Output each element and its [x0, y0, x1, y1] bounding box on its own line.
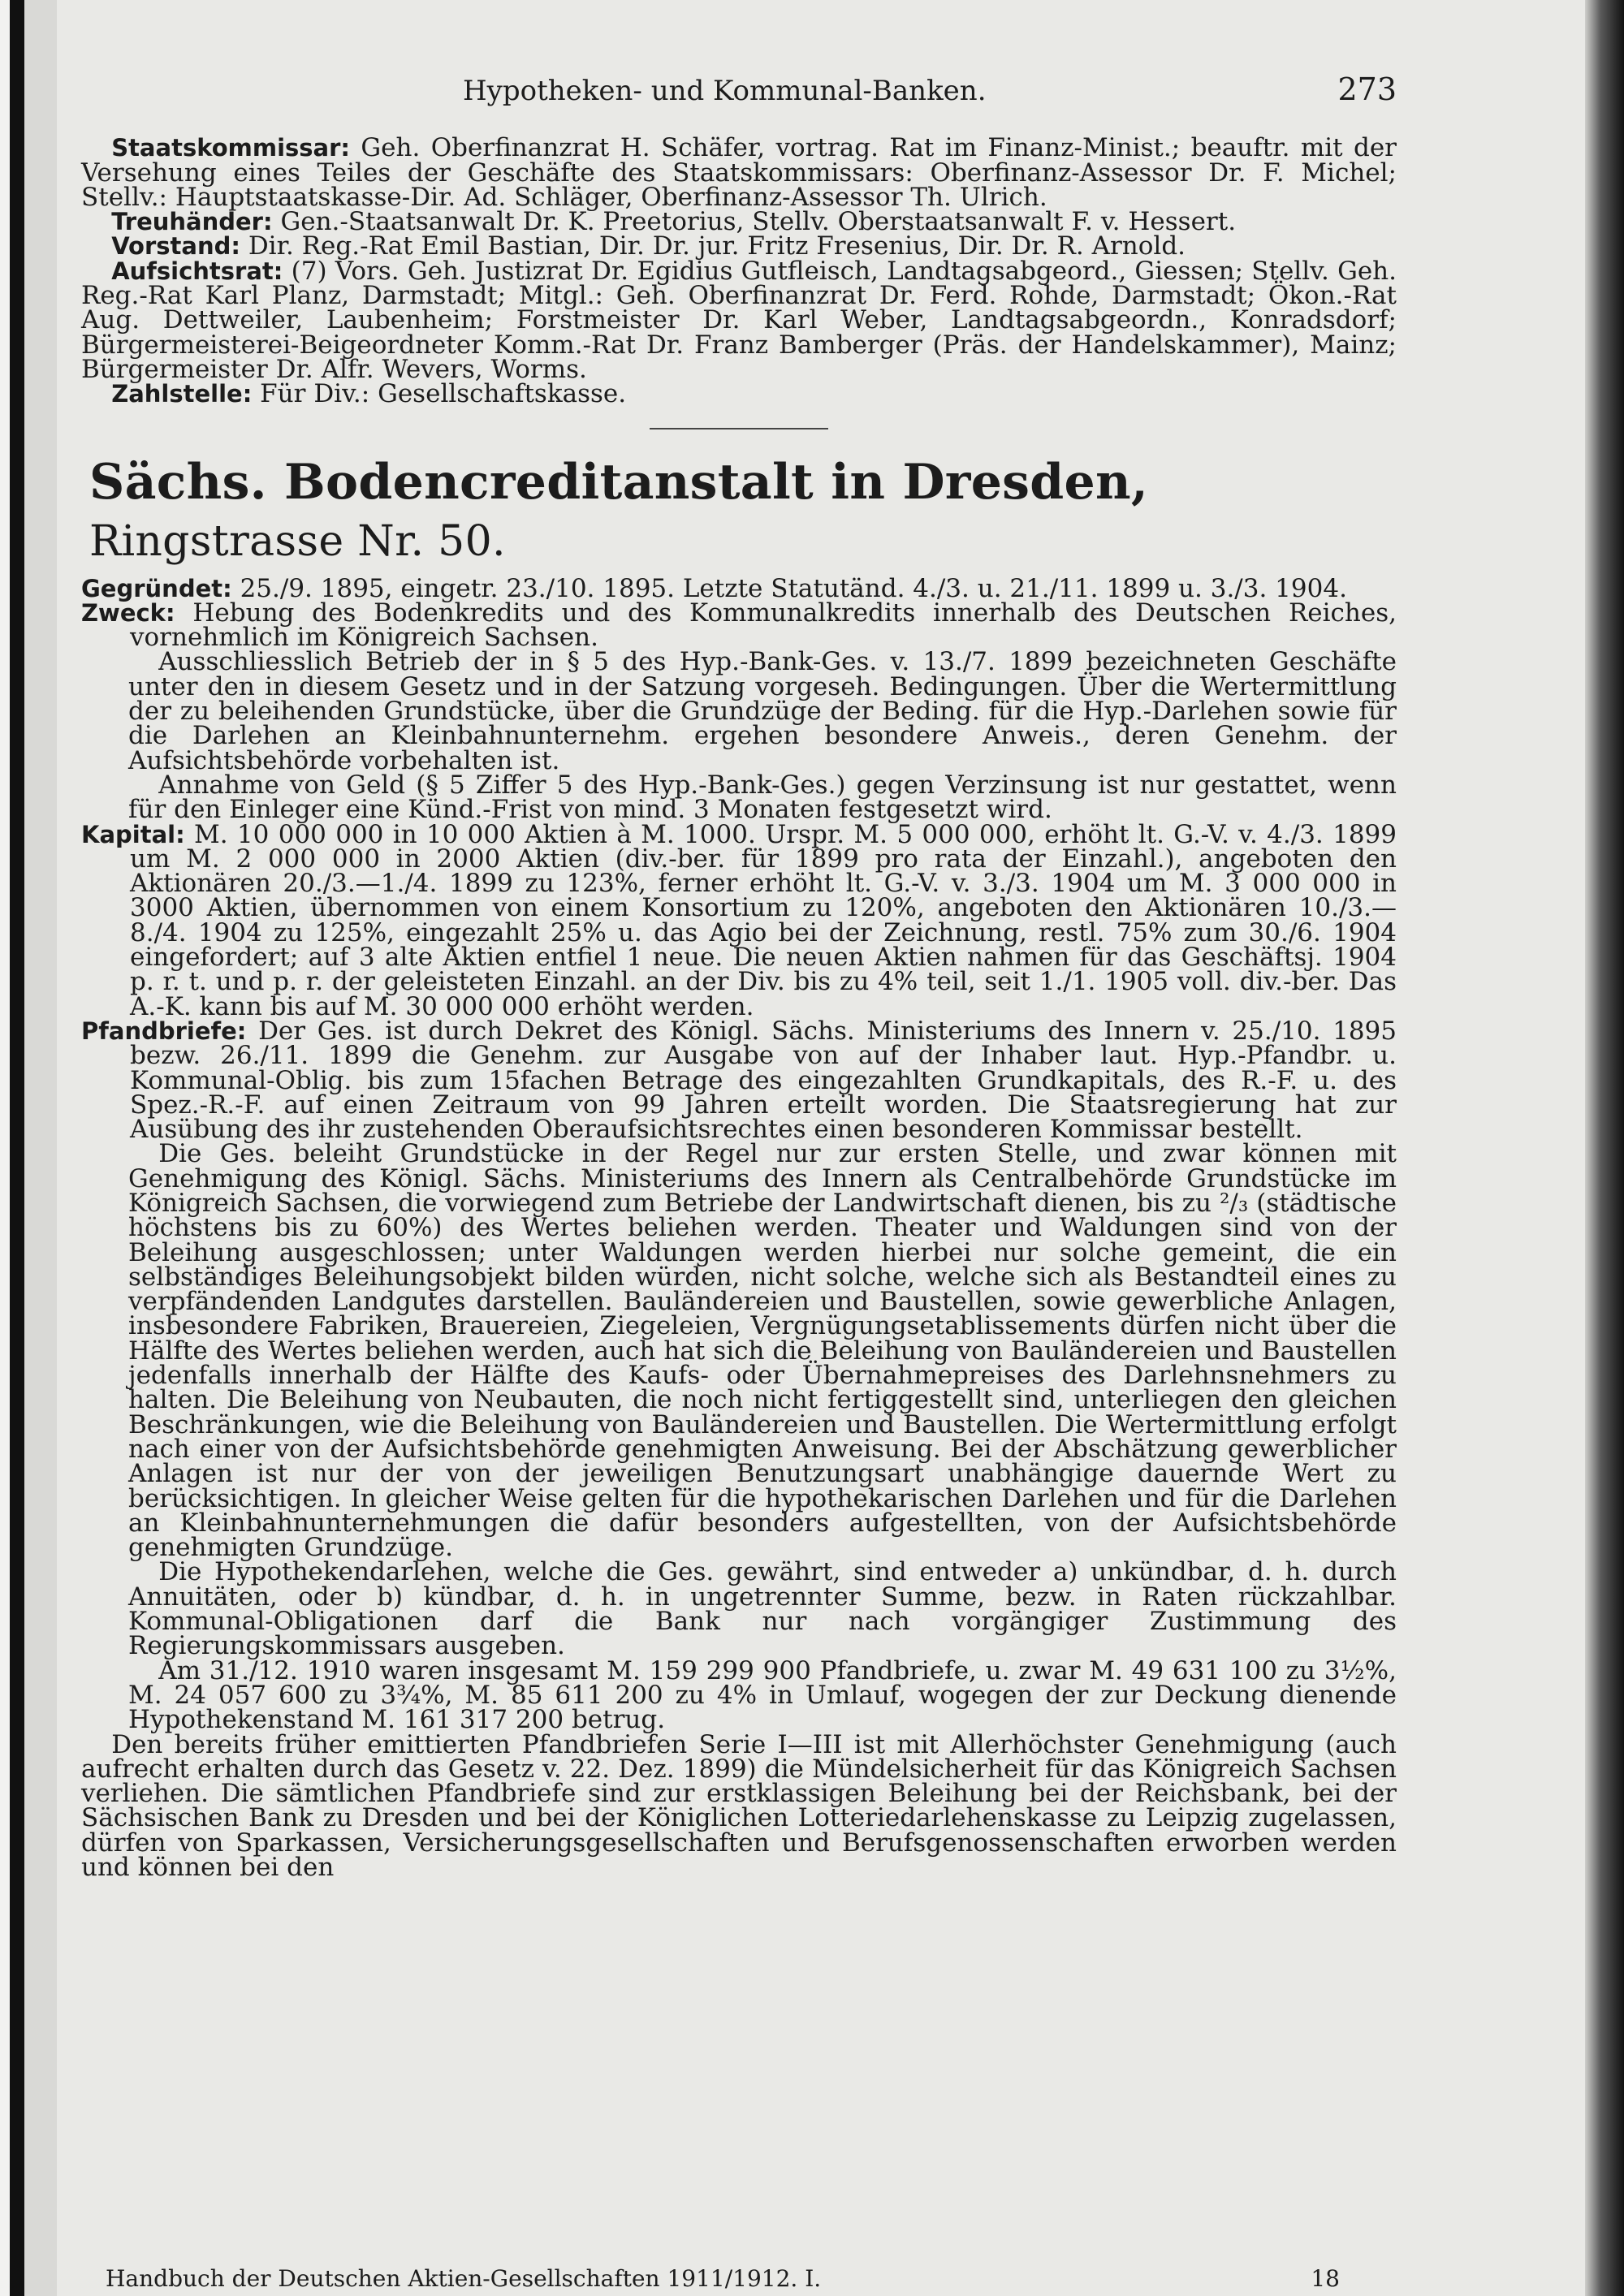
zweck-label: Zweck:	[81, 598, 175, 627]
zweck-paragraph-3: Annahme von Geld (§ 5 Ziffer 5 des Hyp.-Bank-Ges.) gegen Verzinsung ist nur gestattet, wenn für den Einleger eine Künd.-Frist von mind. 3 Monaten festgesetzt wird.	[128, 770, 1397, 825]
staatskommissar-text: Geh. Oberfinanzrat H. Schäfer, vortrag. Rat im Finanz-Minist.; beauftr. mit der Versehung eines Teiles der Geschäfte des Staatskommissars: Oberfinanz-Assessor Dr. F. Michel; Stellv.: Hauptstaatskasse-Dir. Ad. Schläger, Oberfinanz-Assessor Th. Ulrich.	[81, 133, 1397, 212]
gegruendet-paragraph	[81, 573, 1397, 603]
gegruendet-text: 25./9. 1895, eingetr. 23./10. 1895. Letzte Statutänd. 4./3. u. 21./11. 1899 u. 3./3. 1904.	[240, 573, 1347, 603]
aufsichtsrat-label: Aufsichtsrat:	[111, 257, 283, 285]
staatskommissar-label: Staatskommissar:	[111, 134, 350, 162]
zweck-details	[81, 647, 1397, 825]
entry-separator	[650, 428, 828, 429]
book-gutter	[0, 0, 57, 2296]
company-name: Sächs. Bodencreditanstalt in Dresden,	[89, 453, 1149, 511]
zweck-paragraph	[81, 598, 1397, 653]
page-number: 273	[1337, 71, 1397, 107]
zweck-text: Hebung des Bodenkredits und des Kommunalkredits innerhalb des Deutschen Reiches, vornehmlich im Königreich Sachsen.	[130, 598, 1397, 653]
kapital-label: Kapital:	[81, 820, 185, 848]
zahlstelle-paragraph	[81, 379, 1397, 409]
zahlstelle-label: Zahlstelle:	[111, 380, 253, 408]
aufsichtsrat-paragraph	[81, 256, 1397, 384]
gegruendet-label: Gegründet:	[81, 574, 232, 602]
kapital-paragraph	[81, 819, 1397, 1021]
vorstand-text: Dir. Reg.-Rat Emil Bastian, Dir. Dr. jur. Fritz Fresenius, Dir. Dr. R. Arnold.	[248, 231, 1186, 261]
aufsichtsrat-text: (7) Vors. Geh. Justizrat Dr. Egidius Gutfleisch, Landtagsabgeord., Giessen; Stellv. Geh. Reg.-Rat Karl Planz, Darmstadt; Mitgl.: Geh. Oberfinanzrat Dr. Ferd. Rohde, Darmstadt; Ökon.-Rat Aug. Dettweiler, Laubenheim; Forstmeister Dr. Karl Weber, Landtagsabgeordn., Konradsdorf; Bürgermeisterei-Beigeordneter Komm.-Rat Dr. Franz Bamberger (Präs. der Handelskammer), Mainz; Bürgermeister Dr. Alfr. Wevers, Worms.	[81, 256, 1397, 384]
staatskommissar-paragraph	[81, 133, 1397, 212]
kapital-text: M. 10 000 000 in 10 000 Aktien à M. 1000. Urspr. M. 5 000 000, erhöht lt. G.-V. v. 4./3. 1899 um M. 2 000 000 in 2000 Aktien (div.-ber. für 1899 pro rata der Einzahl.), angeboten den Aktionären 20./3.—1./4. 1899 zu 123%, ferner erhöht lt. G.-V. v. 3./3. 1904 um M. 3 000 000 in 3000 Aktien, übernommen von einem Konsortium zu 120%, angeboten den Aktionären 10./3.—8./4. 1904 zu 125%, eingezahlt 25% u. das Agio bei der Zeichnung, restl. 75% zum 30./6. 1904 eingefordert; auf 3 alte Aktien entfiel 1 neue. Die neuen Aktien nahmen für das Geschäftsj. 1904 p. r. t. und p. r. der geleisteten Einzahl. an der Div. bis zu 4% teil, seit 1./1. 1905 voll. div.-ber. Das A.-K. kann bis auf M. 30 000 000 erhöht werden.	[130, 819, 1397, 1021]
pfandbriefe-label: Pfandbriefe:	[81, 1016, 247, 1045]
pfandbriefe-text: Der Ges. ist durch Dekret des Königl. Sächs. Ministeriums des Innern v. 25./10. 1895 bezw. 26./11. 1899 die Genehm. zur Ausgabe von auf der Inhaber laut. Hyp.-Pfandbr. u. Kommunal-Oblig. bis zum 15fachen Betrage des eingezahlten Grundkapitals, des R.-F. u. des Spez.-R.-F. auf einen Zeitraum von 99 Jahren erteilt worden. Die Staatsregierung hat zur Ausübung des ihr zustehenden Oberaufsichtsrechtes einen besonderen Kommissar bestellt.	[130, 1016, 1397, 1145]
pfandbriefe-paragraph	[81, 1016, 1397, 1145]
running-header	[81, 71, 1397, 107]
book-title: Handbuch der Deutschen Aktien-Gesellschaften 1911/1912. I.	[106, 2265, 822, 2292]
pfandbriefe-paragraph-4: Am 31./12. 1910 waren insgesamt M. 159 299 900 Pfandbriefe, u. zwar M. 49 631 100 zu 3½%, M. 24 057 600 zu 3¾%, M. 85 611 200 zu 4% in Umlauf, wogegen der zur Deckung dienende Hypothekenstand M. 161 317 200 betrug.	[128, 1655, 1397, 1735]
page-edge-shadow	[1585, 0, 1624, 2296]
running-title: Hypotheken- und Kommunal-Banken.	[463, 75, 987, 107]
page-content	[81, 71, 1397, 1882]
page-footer	[106, 2265, 1340, 2292]
pfandbriefe-paragraph-2: Die Ges. beleiht Grundstücke in der Regel nur zur ersten Stelle, und zwar können mit Genehmigung des Königl. Sächs. Ministeriums des Innern als Centralbehörde Grundstücke im Königreich Sachsen, die vorwiegend zum Betriebe der Landwirtschaft dienen, bis zu ²/₃ (städtische höchstens bis zu 60%) des Wertes beliehen werden. Theater und Waldungen sind von der Beleihung ausgeschlossen; unter Waldungen werden hierbei nur solche gemeint, die ein selbständiges Beleihungsobjekt bilden würden, nicht solche, welche sich als Bestandteil eines zu verpfändenden Landgutes darstellen. Bauländereien und Baustellen, sowie gewerbliche Anlagen, insbesondere Fabriken, Brauereien, Ziegeleien, Vergnügungsetablissements dürfen nicht über die Hälfte des Wertes beliehen werden, auch hat sich die Beleihung von Bauländereien und Baustellen jedenfalls innerhalb der Hälfte des Kaufs- oder Übernahmepreises des Darlehnsnehmers zu halten. Die Beleihung von Neubauten, die noch nicht fertiggestellt sind, unterliegen den gleichen Beschränkungen, wie die Beleihung von Bauländereien und Baustellen. Die Wertermittlung erfolgt nach einer von der Aufsichtsbehörde genehmigten Anweisung. Bei der Abschätzung gewerblicher Anlagen ist nur der von der jeweiligen Benutzungsart unabhängige dauernde Wert zu berücksichtigen. In gleicher Weise gelten für die hypothekarischen Darlehen und für die Darlehen an Kleinbahnunternehmungen die dafür besonders aufgestellten, von der Aufsichtsbehörde genehmigten Grundzüge.	[128, 1139, 1397, 1563]
vorstand-label: Vorstand:	[111, 232, 240, 261]
pfandbriefe-paragraph-3: Die Hypothekendarlehen, welche die Ges. gewährt, sind entweder a) unkündbar, d. h. durch Annuitäten, oder b) kündbar, d. h. in ungetrennter Summe, bezw. in Raten rückzahlbar. Kommunal-Obligationen darf die Bank nur nach vorgängiger Zustimmung des Regierungskommissars ausgeben.	[128, 1557, 1397, 1661]
signature-mark: 18	[1311, 2265, 1340, 2292]
previous-entry	[81, 133, 1397, 409]
vorstand-paragraph	[81, 231, 1397, 261]
pfandbriefe-details	[81, 1139, 1397, 1735]
company-address: Ringstrasse Nr. 50.	[89, 516, 506, 566]
zahlstelle-text: Für Div.: Gesellschaftskasse.	[260, 379, 627, 409]
treuhaender-text: Gen.-Staatsanwalt Dr. K. Preetorius, Stellv. Oberstaatsanwalt F. v. Hessert.	[280, 207, 1237, 237]
entry-body	[81, 573, 1397, 1882]
pfandbriefe-paragraph-5: Den bereits früher emittierten Pfandbriefen Serie I—III ist mit Allerhöchster Genehmigung (auch aufrecht erhalten durch das Gesetz v. 22. Dez. 1899) die Mündelsicherheit für das Königreich Sachsen verliehen. Die sämtlichen Pfandbriefe sind zur erstklassigen Beleihung bei der Reichsbank, bei der Sächsischen Bank zu Dresden und bei der Königlichen Lotteriedarlehenskasse zu Leipzig zugelassen, dürfen von Sparkassen, Versicherungsgesellschaften und Berufsgenossenschaften erworben werden und können bei den	[81, 1729, 1397, 1882]
zweck-paragraph-2: Ausschliesslich Betrieb der in § 5 des Hyp.-Bank-Ges. v. 13./7. 1899 bezeichneten Geschäfte unter den in diesem Gesetz und in der Satzung vorgeseh. Bedingungen. Über die Wertermittlung der zu beleihenden Grundstücke, über die Grundzüge der Beding. für die Hyp.-Darlehen sowie für die Darlehen an Kleinbahnunternehm. ergehen besondere Anweis., deren Genehm. der Aufsichtsbehörde vorbehalten ist.	[128, 647, 1397, 775]
treuhaender-label: Treuhänder:	[111, 208, 273, 236]
entry-title	[89, 454, 1397, 570]
treuhaender-paragraph	[81, 207, 1397, 237]
